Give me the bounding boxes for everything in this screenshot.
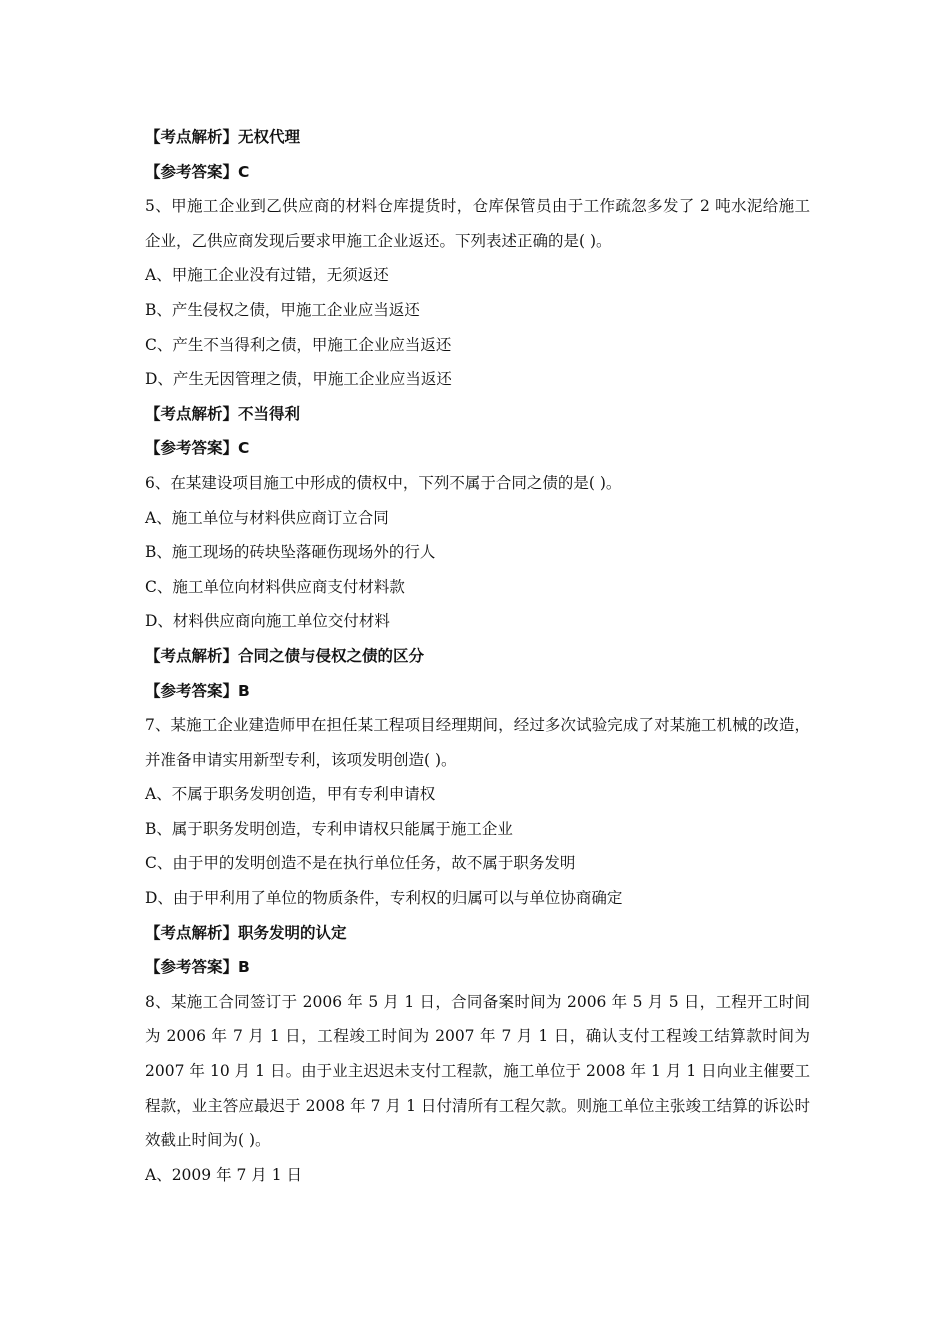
option-item: A、甲施工企业没有过错，无须返还 <box>145 266 389 285</box>
option-item: A、2009 年 7 月 1 日 <box>145 1165 302 1184</box>
analysis-heading: 【考点解析】不当得利 <box>145 404 301 423</box>
document-content <box>145 120 810 1192</box>
question-text: 8、某施工合同签订于 2006 年 5 月 1 日，合同备案时间为 2006 年 5 月 5 日，工程开工时间为 2006 年 7 月 1 日，工程竣工时间为 2007 年 7 月 1 日，确认支付工程竣工结算款时间为 2007 年 10 月 1 日。由于业主迟迟未支付工程款，施工单位于 2008 年 1 月 1 日向业主催要工程款，业主答应最迟于 2008 年 7 月 1 日付清所有工程欠款。则施工单位主张竣工结算的诉讼时效截止时间为( )。 <box>145 992 810 1150</box>
answer-heading: 【参考答案】B <box>145 681 250 700</box>
option-item: B、产生侵权之债，甲施工企业应当返还 <box>145 300 420 319</box>
option-item: C、产生不当得利之债，甲施工企业应当返还 <box>145 335 452 354</box>
question-text: 5、甲施工企业到乙供应商的材料仓库提货时，仓库保管员由于工作疏忽多发了 2 吨水泥给施工企业，乙供应商发现后要求甲施工企业返还。下列表述正确的是( )。 <box>145 197 810 250</box>
option-item: D、产生无因管理之债，甲施工企业应当返还 <box>145 370 452 389</box>
option-item: B、属于职务发明创造，专利申请权只能属于施工企业 <box>145 819 513 838</box>
analysis-heading: 【考点解析】无权代理 <box>145 128 301 146</box>
answer-heading: 【参考答案】B <box>145 958 250 977</box>
question-text: 7、某施工企业建造师甲在担任某工程项目经理期间，经过多次试验完成了对某施工机械的改造，并准备申请实用新型专利，该项发明创造( )。 <box>145 716 810 769</box>
option-item: D、由于甲利用了单位的物质条件，专利权的归属可以与单位协商确定 <box>145 889 623 908</box>
question-text: 6、在某建设项目施工中形成的债权中，下列不属于合同之债的是( )。 <box>145 473 622 492</box>
answer-heading: 【参考答案】C <box>145 162 250 181</box>
option-item: C、由于甲的发明创造不是在执行单位任务，故不属于职务发明 <box>145 854 576 873</box>
option-item: C、施工单位向材料供应商支付材料款 <box>145 577 405 596</box>
option-item: D、材料供应商向施工单位交付材料 <box>145 612 390 631</box>
answer-heading: 【参考答案】C <box>145 439 250 458</box>
option-item: B、施工现场的砖块坠落砸伤现场外的行人 <box>145 543 436 562</box>
analysis-heading: 【考点解析】职务发明的认定 <box>145 923 347 942</box>
option-item: A、施工单位与材料供应商订立合同 <box>145 508 389 527</box>
analysis-heading: 【考点解析】合同之债与侵权之债的区分 <box>145 646 425 665</box>
option-item: A、不属于职务发明创造，甲有专利申请权 <box>145 785 436 804</box>
